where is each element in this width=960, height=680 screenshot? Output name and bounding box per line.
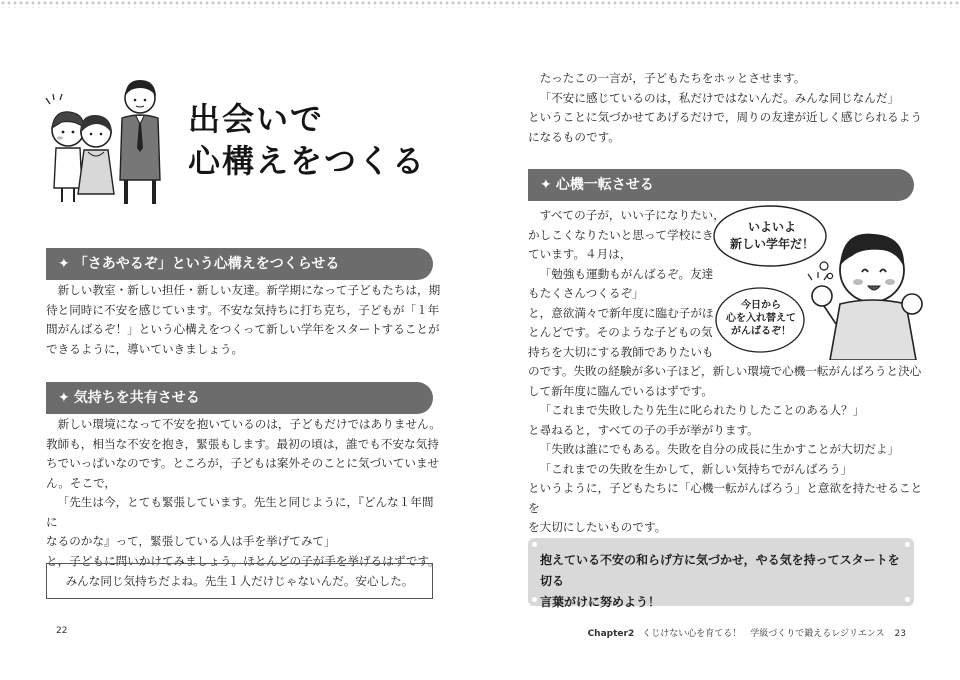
section-heading-share-feelings: ✦ 気持ちを共有させる [46,382,433,414]
sparkle-star-icon: ✦ [58,390,70,406]
running-head: Chapter2 くじけない心を育てる！ 学級づくりで鍛えるレジリエンス 23 [587,629,906,639]
intro-body: たったこの一言が，子どもたちをホッとさせます。 「不安に感じているのは，私だけではないんだ。みんな同じなんだ」 ということに気づかせてあげるだけで，周りの友達が近しく感じられるよう になるものです。 [528,71,922,144]
section-heading-shinki-itten: ✦ 心機一転させる [528,169,914,201]
sparkle-star-icon: ✦ [58,256,70,272]
student-voice-box: みんな同じ気持ちだよね。先生１人だけじゃないんだ。安心した。 [46,563,433,599]
children-and-teacher-illustration [40,68,180,208]
section1-body: 新しい教室・新しい担任・新しい友達。新学期になって子どもたちは，期 待と同時に不安を感じています。不安な気持ちに打ち克ち，子どもが「１年 間がんばるぞ！」という心構えをつくって新しい学年をスタートすることが できるように，導いていきましょう。 [46,283,441,356]
section3-wrap-body: すべての子が，いい子になりたい， かしこくなりたいと思って学校にき ています。４月は， 「勉強も運動もがんばるぞ。友達 もたくさんつくるぞ」 と，意欲満々で新年度に臨む子がほ とんどです。そのような子どもの気 持ちを大切にする教師でありたいも [528,208,725,359]
child-girl2-illustration [78,115,114,194]
section2-body: 新しい環境になって不安を抱いているのは，子どもだけではありません。 教師も，相当な不安を抱き，緊張もします。最初の頃は，誰でも不安な気持 ちでいっぱいなのです。ところが，子どもは案外そのことに気づいていませ ん。そこで， 「先生は今，とても緊張しています。先生と同じように，『どんな１年間に なるのかな』って，緊張している人は手を挙げてみて」 と，子どもに問いかけてみましょう。ほとんどの子が手を挙げるはずです。 [46,417,441,568]
child-girl-illustration [46,94,84,202]
section-heading-kokorogamae: ✦ 「さあやるぞ」という心構えをつくらせる [46,248,433,280]
sparkle-star-icon: ✦ [540,177,552,193]
speech-bubble-big-text: いよいよ 新しい学年だ！ [729,220,814,251]
key-point-box: 抱えている不安の和らげ方に気づかせ，やる気を持ってスタートを切る 言葉がけに努めよう！ [528,538,914,606]
speech-bubble-small-text: 今日から 心を入れ替えて がんばるぞ！ [726,300,796,337]
section3-full-body: のです。失敗の経験が多い子ほど，新しい環境で心機一転がんばろうと決心 して新年度に臨んでいるはずです。 「これまで失敗したり先生に叱られたりしたことのある人？」 と尋ねると，すべての子の手が挙がります。 「失敗は誰にでもある。失敗を自分の成長に生かすことが大切だよ」 「これまでの失敗を生かして，新しい気持ちでがんばろう」 というように，子どもたちに「心機一転がんばろう」と意欲を持たせることを を大切にしたいものです。 [528,364,923,534]
page-number-left: 22 [56,626,68,636]
teacher-illustration [120,80,160,204]
page-number-right: 23 [894,629,906,639]
page-title: 出会いで 心構えをつくる [188,100,427,180]
right-page [480,0,960,680]
